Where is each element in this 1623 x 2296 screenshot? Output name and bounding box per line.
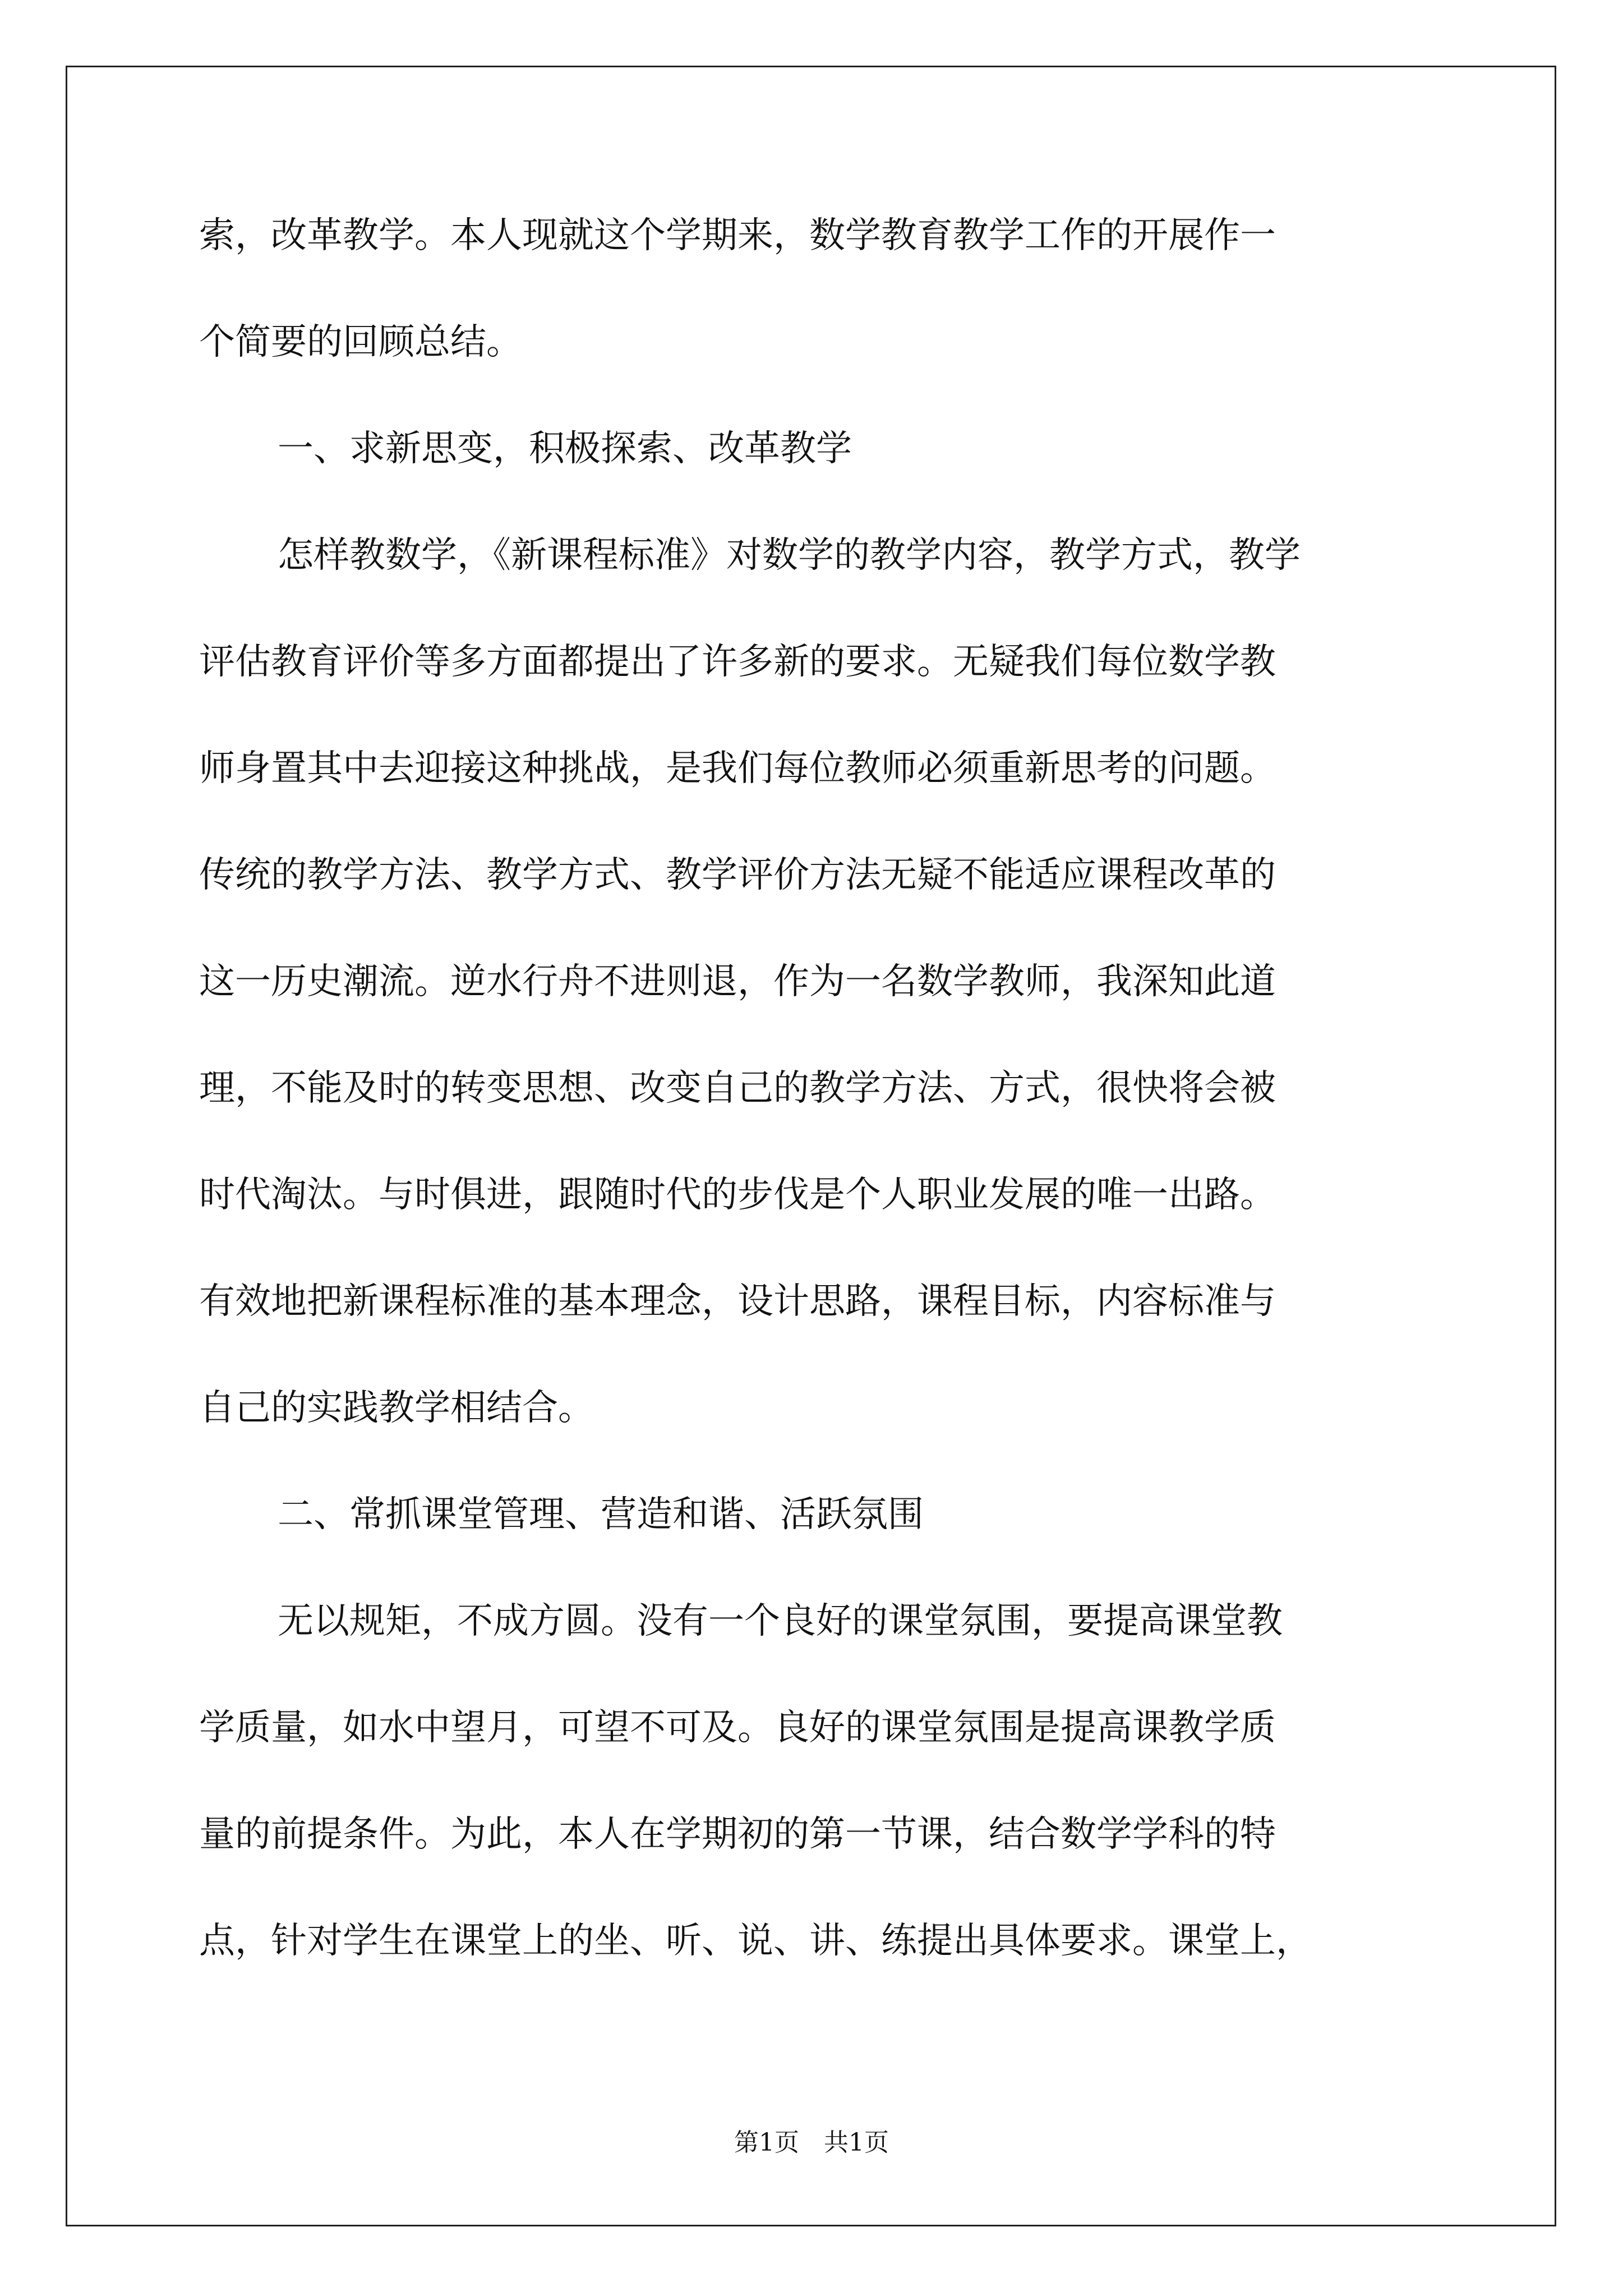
paragraph-line: 有效地把新课程标准的基本理念，设计思路，课程目标，内容标准与 [199, 1281, 1276, 1322]
paragraph-line: 怎样教数学，《新课程标准》对数学的教学内容，教学方式，教学 [278, 535, 1301, 576]
paragraph-line: 点，针对学生在课堂上的坐、听、说、讲、练提出具体要求。课堂上， [199, 1920, 1312, 1962]
page-border [66, 66, 1556, 2226]
page-footer: 第1页 共1页 [734, 2128, 889, 2157]
paragraph-line: 学质量，如水中望月，可望不可及。良好的课堂氛围是提高课教学质 [199, 1707, 1276, 1749]
section-heading: 二、常抓课堂管理、营造和谐、活跃氛围 [278, 1494, 924, 1535]
paragraph-line: 传统的教学方法、教学方式、教学评价方法无疑不能适应课程改革的 [199, 854, 1276, 896]
paragraph-line: 无以规矩，不成方圆。没有一个良好的课堂氛围，要提高课堂教 [278, 1600, 1283, 1642]
section-heading: 一、求新思变，积极探索、改革教学 [278, 428, 852, 470]
paragraph-line: 时代淘汰。与时俱进，跟随时代的步伐是个人职业发展的唯一出路。 [199, 1174, 1276, 1216]
paragraph-line: 评估教育评价等多方面都提出了许多新的要求。无疑我们每位数学教 [199, 641, 1276, 683]
paragraph-line: 索，改革教学。本人现就这个学期来，数学教育教学工作的开展作一 [199, 215, 1276, 256]
paragraph-line: 这一历史潮流。逆水行舟不进则退，作为一名数学教师，我深知此道 [199, 961, 1276, 1002]
paragraph-line: 量的前提条件。为此，本人在学期初的第一节课，结合数学学科的特 [199, 1814, 1276, 1855]
paragraph-line: 理，不能及时的转变思想、改变自己的教学方法、方式，很快将会被 [199, 1068, 1276, 1109]
paragraph-line: 个简要的回顾总结。 [199, 321, 522, 363]
paragraph-line: 师身置其中去迎接这种挑战，是我们每位教师必须重新思考的问题。 [199, 748, 1276, 789]
paragraph-line: 自己的实践教学相结合。 [199, 1387, 594, 1429]
